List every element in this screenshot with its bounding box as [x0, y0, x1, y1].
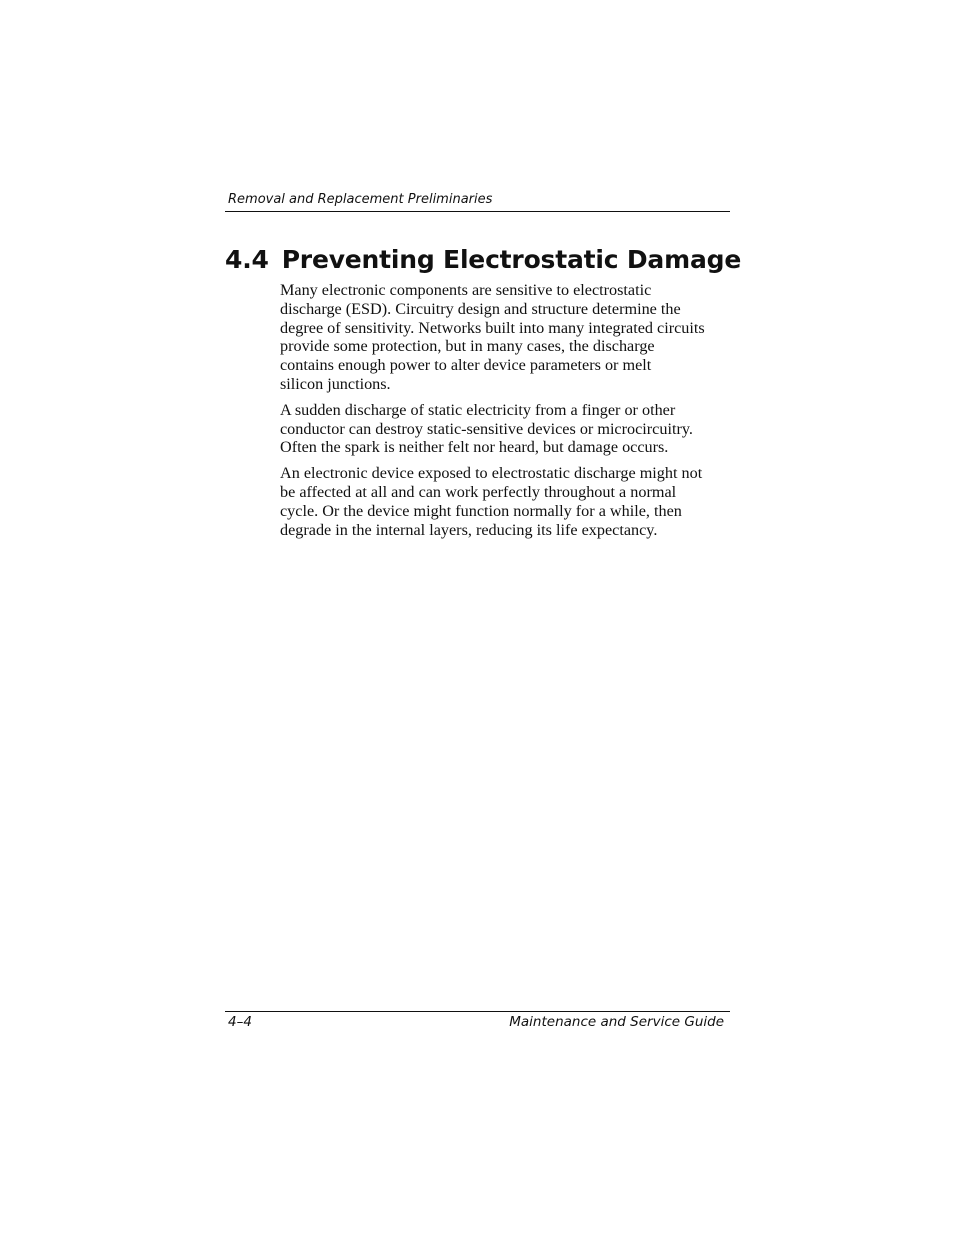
paragraph-1: [280, 281, 732, 394]
text-line: degree of sensitivity. Networks built into many integrated circuits: [280, 318, 705, 337]
text-line: A sudden discharge of static electricity from a finger or other: [280, 400, 676, 419]
text-line: be affected at all and can work perfectly throughout a normal: [280, 482, 677, 501]
text-line: silicon junctions.: [280, 374, 391, 393]
text-line: conductor can destroy static-sensitive devices or microcircuitry.: [280, 419, 693, 438]
text-line: discharge (ESD). Circuitry design and structure determine the: [280, 299, 681, 318]
text-line: contains enough power to alter device parameters or melt: [280, 356, 652, 375]
section-heading: [225, 242, 741, 278]
text-line: provide some protection, but in many cases, the discharge: [280, 337, 655, 356]
paragraph-3: [280, 464, 732, 539]
guide-title: Maintenance and Service Guide: [509, 1014, 724, 1030]
section-title: Preventing Electrostatic Damage: [281, 245, 742, 274]
text-line: cycle. Or the device might function normally for a while, then: [280, 501, 682, 520]
text-line: An electronic device exposed to electrostatic discharge might not: [280, 464, 703, 483]
paragraph-2: [280, 401, 732, 457]
running-header: Removal and Replacement Preliminaries: [228, 192, 493, 207]
page-number: 4–4: [228, 1014, 252, 1030]
header-rule: [225, 211, 730, 212]
section-body: [280, 281, 732, 546]
section-number: 4.4: [225, 245, 269, 274]
text-line: Many electronic components are sensitive to electrostatic: [280, 281, 652, 299]
text-line: degrade in the internal layers, reducing its life expectancy.: [280, 520, 658, 539]
text-line: Often the spark is neither felt nor heard, but damage occurs.: [280, 438, 669, 457]
footer-rule: [225, 1011, 730, 1012]
